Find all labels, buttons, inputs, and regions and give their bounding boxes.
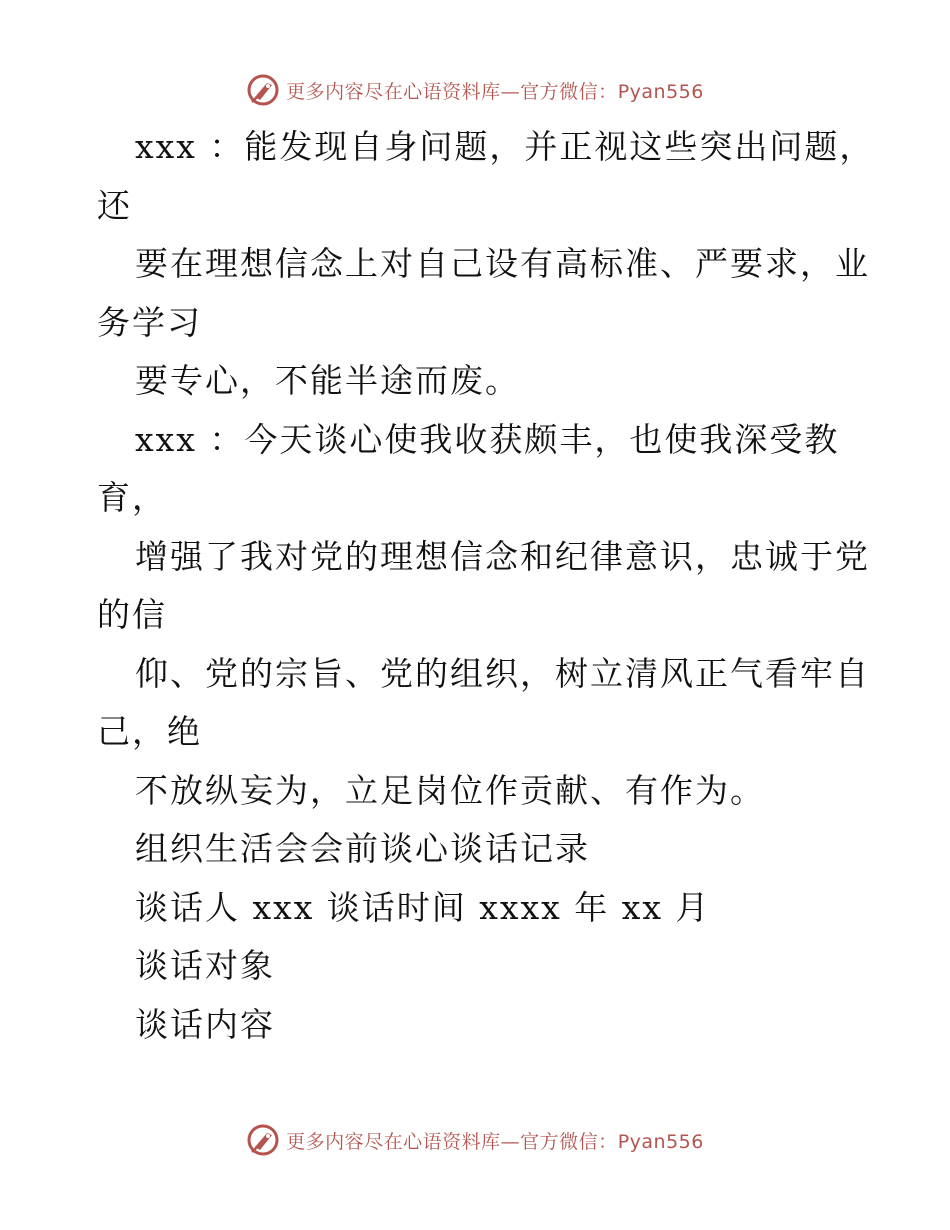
- paragraph-line: 务学习: [97, 302, 202, 342]
- header-watermark-text: [286, 77, 704, 104]
- footer-watermark-text: [286, 1127, 704, 1154]
- record-field-content: 谈话内容: [135, 1004, 275, 1044]
- paragraph-line: 增强了我对党的理想信念和纪律意识，忠诚于党: [135, 536, 870, 576]
- page-header: [0, 70, 950, 110]
- footer-wechat-label: 官方微信：: [520, 1130, 618, 1153]
- paragraph-line: 育，: [97, 478, 167, 517]
- paragraph-line: xxx ：今天谈心使我收获颇丰，也使我深受教: [135, 419, 840, 459]
- header-separator: —: [500, 80, 521, 103]
- footer-brand: 更多内容尽在心语资料库: [286, 1130, 501, 1153]
- paragraph-line: 要专心，不能半途而废。: [135, 361, 520, 400]
- footer-wechat-id: Pyan556: [617, 1130, 704, 1153]
- header-brand: 更多内容尽在心语资料库: [286, 80, 501, 103]
- paragraph-line: 己，绝: [97, 712, 202, 751]
- footer-separator: —: [500, 1130, 521, 1153]
- paragraph-line: 的信: [97, 595, 167, 634]
- paragraph-line: 要在理想信念上对自己设有高标准、严要求，业: [135, 244, 870, 283]
- document-body: [97, 118, 875, 1054]
- pen-nib-logo-icon: [246, 73, 280, 107]
- record-field-target: 谈话对象: [135, 946, 275, 985]
- paragraph-line: 仰、党的宗旨、党的组织，树立清风正气看牢自: [135, 653, 870, 693]
- record-field-talker-time: 谈话人 xxx 谈话时间 xxxx 年 xx 月: [135, 887, 711, 927]
- paragraph-line: 还: [97, 185, 132, 225]
- header-wechat-label: 官方微信：: [520, 80, 618, 103]
- paragraph-line: xxx ：能发现自身问题，并正视这些突出问题，: [135, 127, 875, 166]
- section-title: 组织生活会会前谈心谈话记录: [135, 829, 590, 868]
- paragraph-line: 不放纵妄为，立足岗位作贡献、有作为。: [135, 770, 765, 810]
- page-footer: [0, 1120, 950, 1160]
- header-wechat-id: Pyan556: [617, 80, 704, 103]
- pen-nib-logo-icon: [246, 1123, 280, 1157]
